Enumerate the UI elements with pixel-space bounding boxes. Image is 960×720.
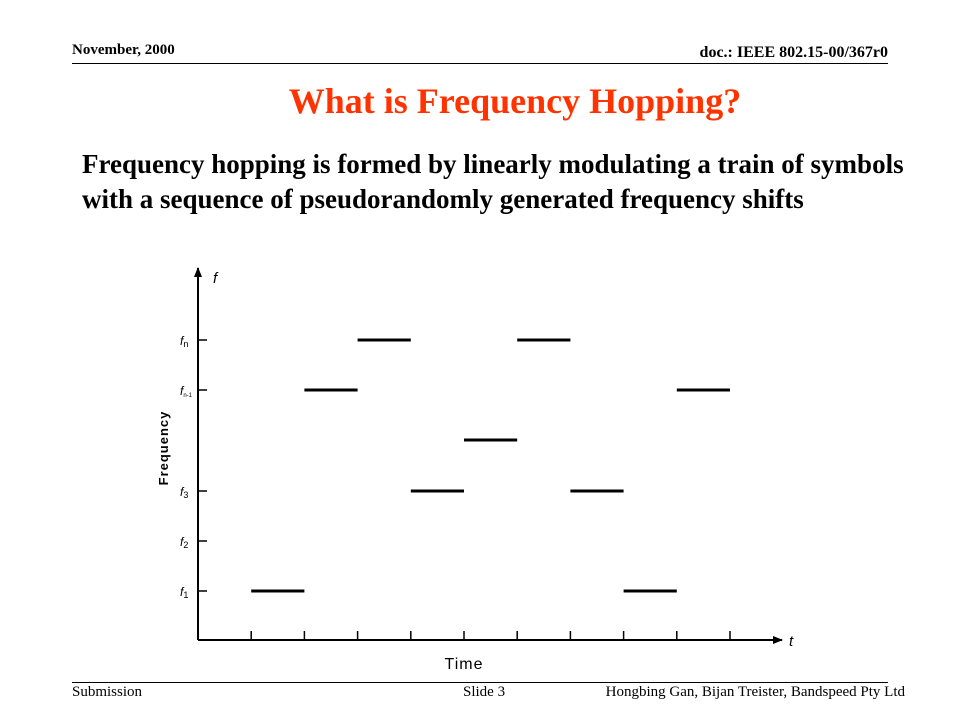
slide-body-text: Frequency hopping is formed by linearly modulating a train of symbols with a sequence of pseudorandomly generated frequency shifts	[82, 149, 904, 214]
axes	[198, 268, 782, 640]
footer-divider	[72, 682, 888, 683]
x-ticks	[251, 631, 730, 640]
y-tick-label: f1	[180, 585, 189, 600]
footer-slide-number: Slide 3	[463, 684, 506, 700]
footer-submission: Submission	[72, 684, 143, 700]
x-axis-symbol: t	[789, 633, 794, 650]
header-date: November, 2000	[72, 42, 175, 58]
y-tick-label: fn	[180, 334, 189, 349]
y-ticks	[180, 334, 207, 600]
y-axis-label: Frequency	[156, 410, 171, 486]
y-tick-label: fn-1	[180, 384, 193, 399]
x-axis-label: Time	[444, 656, 484, 673]
y-axis-symbol: f	[213, 270, 218, 287]
footer-authors: Hongbing Gan, Bijan Treister, Bandspeed Pty Ltd	[605, 684, 905, 700]
y-tick-label: f3	[180, 485, 189, 500]
hop-segments	[251, 340, 730, 591]
header-doc-id: doc.: IEEE 802.15-00/367r0	[699, 44, 888, 61]
y-tick-label: f2	[180, 535, 189, 550]
slide-title: What is Frequency Hopping?	[288, 81, 742, 121]
